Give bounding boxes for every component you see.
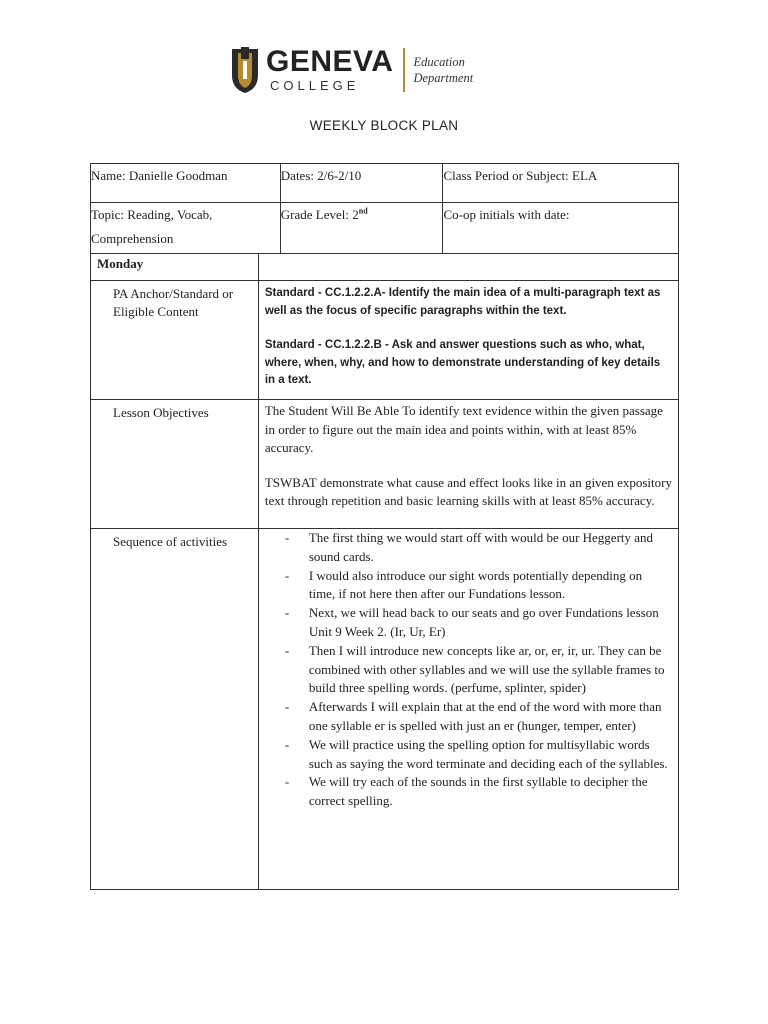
department-label <box>413 54 473 86</box>
grade-level-cell <box>280 203 443 254</box>
teacher-name: Name: Danielle Goodman <box>91 168 228 183</box>
topic-cell <box>91 203 281 254</box>
activity-item: - Then I will introduce new concepts like ar, or, er, ir, ur. They can be combined with other syllables and we will use the syllable frames to build three spelling words. (perfume, splinter, spider) <box>285 642 668 698</box>
anchor-label: PA Anchor/Standard or Eligible Content <box>91 281 259 400</box>
info-row-2 <box>91 203 679 254</box>
college-crest-icon <box>230 45 260 95</box>
day-spacer <box>258 254 678 281</box>
anchor-row <box>91 281 679 400</box>
coop-initials: Co-op initials with date: <box>443 207 570 222</box>
dates: Dates: 2/6-2/10 <box>280 168 362 183</box>
weekly-plan-table <box>90 163 679 890</box>
topic-line-2: Comprehension <box>91 231 174 246</box>
activity-item: - The first thing we would start off with would be our Heggerty and sound cards. <box>285 529 668 567</box>
objectives-cell <box>258 400 678 529</box>
name-cell <box>91 164 281 203</box>
activity-item: - Afterwards I will explain that at the end of the word with more than one syllable er is spelled with just an er (hunger, temper, enter) <box>285 698 668 736</box>
document-title: WEEKLY BLOCK PLAN <box>309 118 459 133</box>
standard-1: Standard - CC.1.2.2.A- Identify the main idea of a multi-paragraph text as well as the focus of specific paragraphs within the text. <box>264 287 661 317</box>
activity-item: - We will try each of the sounds in the first syllable to decipher the correct spelling. <box>285 773 668 811</box>
sequence-label: Sequence of activities <box>91 529 259 890</box>
objective-2: TSWBAT demonstrate what cause and effect looks like in an given expository text through repetition and basic learning skills with at least 85% accuracy. <box>264 474 672 508</box>
day-row <box>91 254 679 281</box>
class-period: Class Period or Subject: ELA <box>443 168 598 183</box>
objectives-label: Lesson Objectives <box>91 400 259 529</box>
info-row-1 <box>91 164 679 203</box>
activity-item: - Next, we will head back to our seats and go over Fundations lesson Unit 9 Week 2. (Ir, Ur, Er) <box>285 604 668 642</box>
objectives-row <box>91 400 679 529</box>
activity-list <box>259 529 678 813</box>
coop-cell <box>443 203 679 254</box>
geneva-college-logo <box>230 44 480 96</box>
grade-level-text: Grade Level: 2 <box>280 207 359 222</box>
standards-cell <box>258 281 678 400</box>
standard-2: Standard - CC.1.2.2.B - Ask and answer questions such as who, what, where, when, why, and how to demonstrate understanding of key details in a text. <box>264 339 661 386</box>
sequence-cell <box>258 529 678 890</box>
sequence-row <box>91 529 679 890</box>
dates-cell <box>280 164 443 203</box>
topic-line-1: Topic: Reading, Vocab, <box>91 207 213 222</box>
brand-sub: COLLEGE <box>270 77 360 93</box>
activity-item: - I would also introduce our sight words potentially depending on time, if not here then after our Fundations lesson. <box>285 567 668 605</box>
brand-name: GENEVA <box>266 44 394 78</box>
activity-item: - We will practice using the spelling option for multisyllabic words such as saying the word terminate and deciding each of the syllables. <box>285 736 668 774</box>
grade-level-suffix: nd <box>358 206 368 216</box>
objective-1: The Student Will Be Able To identify text evidence within the given passage in order to figure out the main idea and points within, with at least 85% accuracy. <box>264 403 663 455</box>
day-label: Monday <box>91 254 259 281</box>
class-period-cell <box>443 164 679 203</box>
logo-divider <box>403 48 405 92</box>
department-line-2: Department <box>413 71 474 85</box>
brand-wordmark <box>266 44 394 93</box>
grade-level <box>281 207 368 222</box>
department-line-1: Education <box>413 55 465 69</box>
